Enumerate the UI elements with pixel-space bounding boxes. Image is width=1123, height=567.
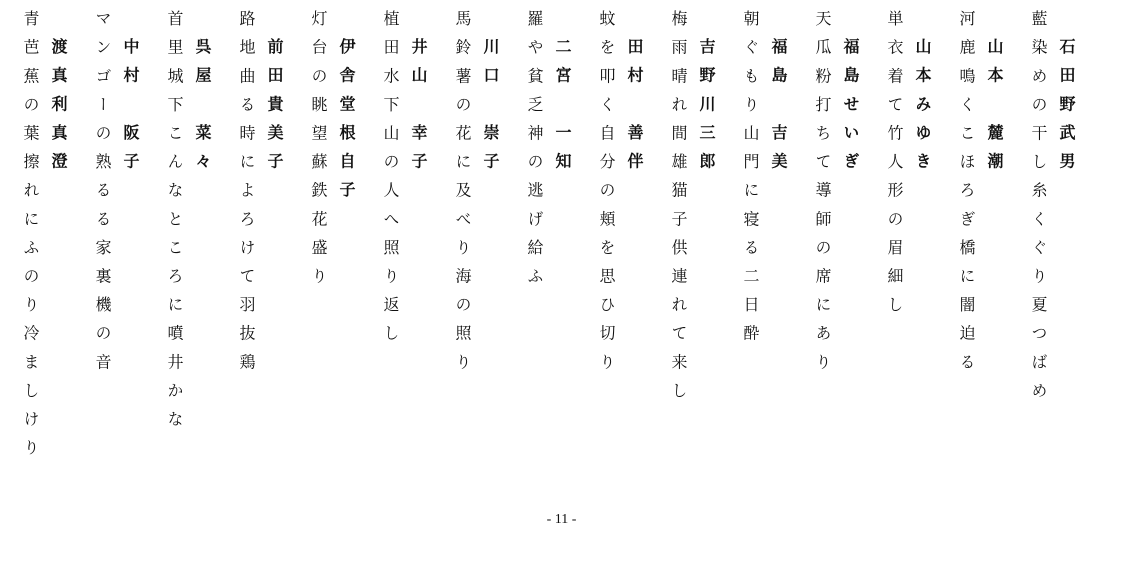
haiku-author: 山本 麓潮 xyxy=(985,38,1004,181)
haiku-author: 吉野川三郎 xyxy=(697,38,716,181)
haiku-author: 呉屋 菜々 xyxy=(193,38,212,181)
haiku-entry-14 xyxy=(74,10,140,470)
haiku-author: 石田野武男 xyxy=(1057,38,1076,181)
haiku-text: 梅雨晴れ間雄猫子供連れて来し xyxy=(669,10,688,411)
haiku-author: 井山 幸子 xyxy=(409,38,428,181)
haiku-text: 蚊を叩く自分の頬を思ひ切り xyxy=(597,10,616,382)
haiku-author: 福島 吉美 xyxy=(769,38,788,181)
page-number: - 11 - xyxy=(546,512,577,527)
haiku-author: 二宮 一知 xyxy=(553,38,572,181)
haiku-entry-13 xyxy=(146,10,212,470)
haiku-text: 首里城下こんなところに噴井かな xyxy=(165,10,184,439)
haiku-text: 羅や貧乏神の逃げ給ふ xyxy=(525,10,544,296)
haiku-entry-12 xyxy=(218,10,284,470)
haiku-entry-11 xyxy=(290,10,356,470)
haiku-text: 植田水下山の人へ照り返し xyxy=(381,10,400,354)
haiku-entry-4 xyxy=(794,10,860,470)
haiku-entry-8 xyxy=(506,10,572,470)
haiku-author: 田村 善伴 xyxy=(625,38,644,181)
haiku-entry-9 xyxy=(434,10,500,470)
haiku-author: 伊舎堂根自子 xyxy=(337,38,356,210)
haiku-entry-10 xyxy=(362,10,428,470)
haiku-entry-15 xyxy=(2,10,68,470)
haiku-text: マンゴーの熟るる家裏機の音 xyxy=(93,10,112,382)
haiku-text: 朝ぐもり山門に寝る二日酔 xyxy=(741,10,760,354)
haiku-author: 山本みゆき xyxy=(913,38,932,181)
haiku-author: 福島せいぎ xyxy=(841,38,860,181)
haiku-author: 前田貴美子 xyxy=(265,38,284,181)
haiku-text: 天瓜粉打ちて導師の席にあり xyxy=(813,10,832,382)
haiku-author: 中村 阪子 xyxy=(121,38,140,181)
haiku-text: 河鹿鳴くこほろぎ橋に闇迫る xyxy=(957,10,976,382)
haiku-entry-7 xyxy=(578,10,644,470)
haiku-entry-2 xyxy=(938,10,1004,470)
haiku-text: 単衣着て竹人形の眉細し xyxy=(885,10,904,325)
haiku-text: 青芭蕉の葉擦れにふのり冷ましけり xyxy=(21,10,40,468)
haiku-text: 路地曲る時によろけて羽抜鶏 xyxy=(237,10,256,382)
haiku-entry-5 xyxy=(722,10,788,470)
haiku-entry-3 xyxy=(866,10,932,470)
haiku-author: 川口 崇子 xyxy=(481,38,500,181)
haiku-text: 藍染めの干し糸くぐり夏つばめ xyxy=(1029,10,1048,411)
haiku-entry-1 xyxy=(1010,10,1076,470)
haiku-text: 馬鈴薯の花に及べり海の照り xyxy=(453,10,472,382)
haiku-author: 渡真利真澄 xyxy=(49,38,68,181)
haiku-text: 灯台の眺望蘇鉄花盛り xyxy=(309,10,328,296)
haiku-entry-6 xyxy=(650,10,716,470)
